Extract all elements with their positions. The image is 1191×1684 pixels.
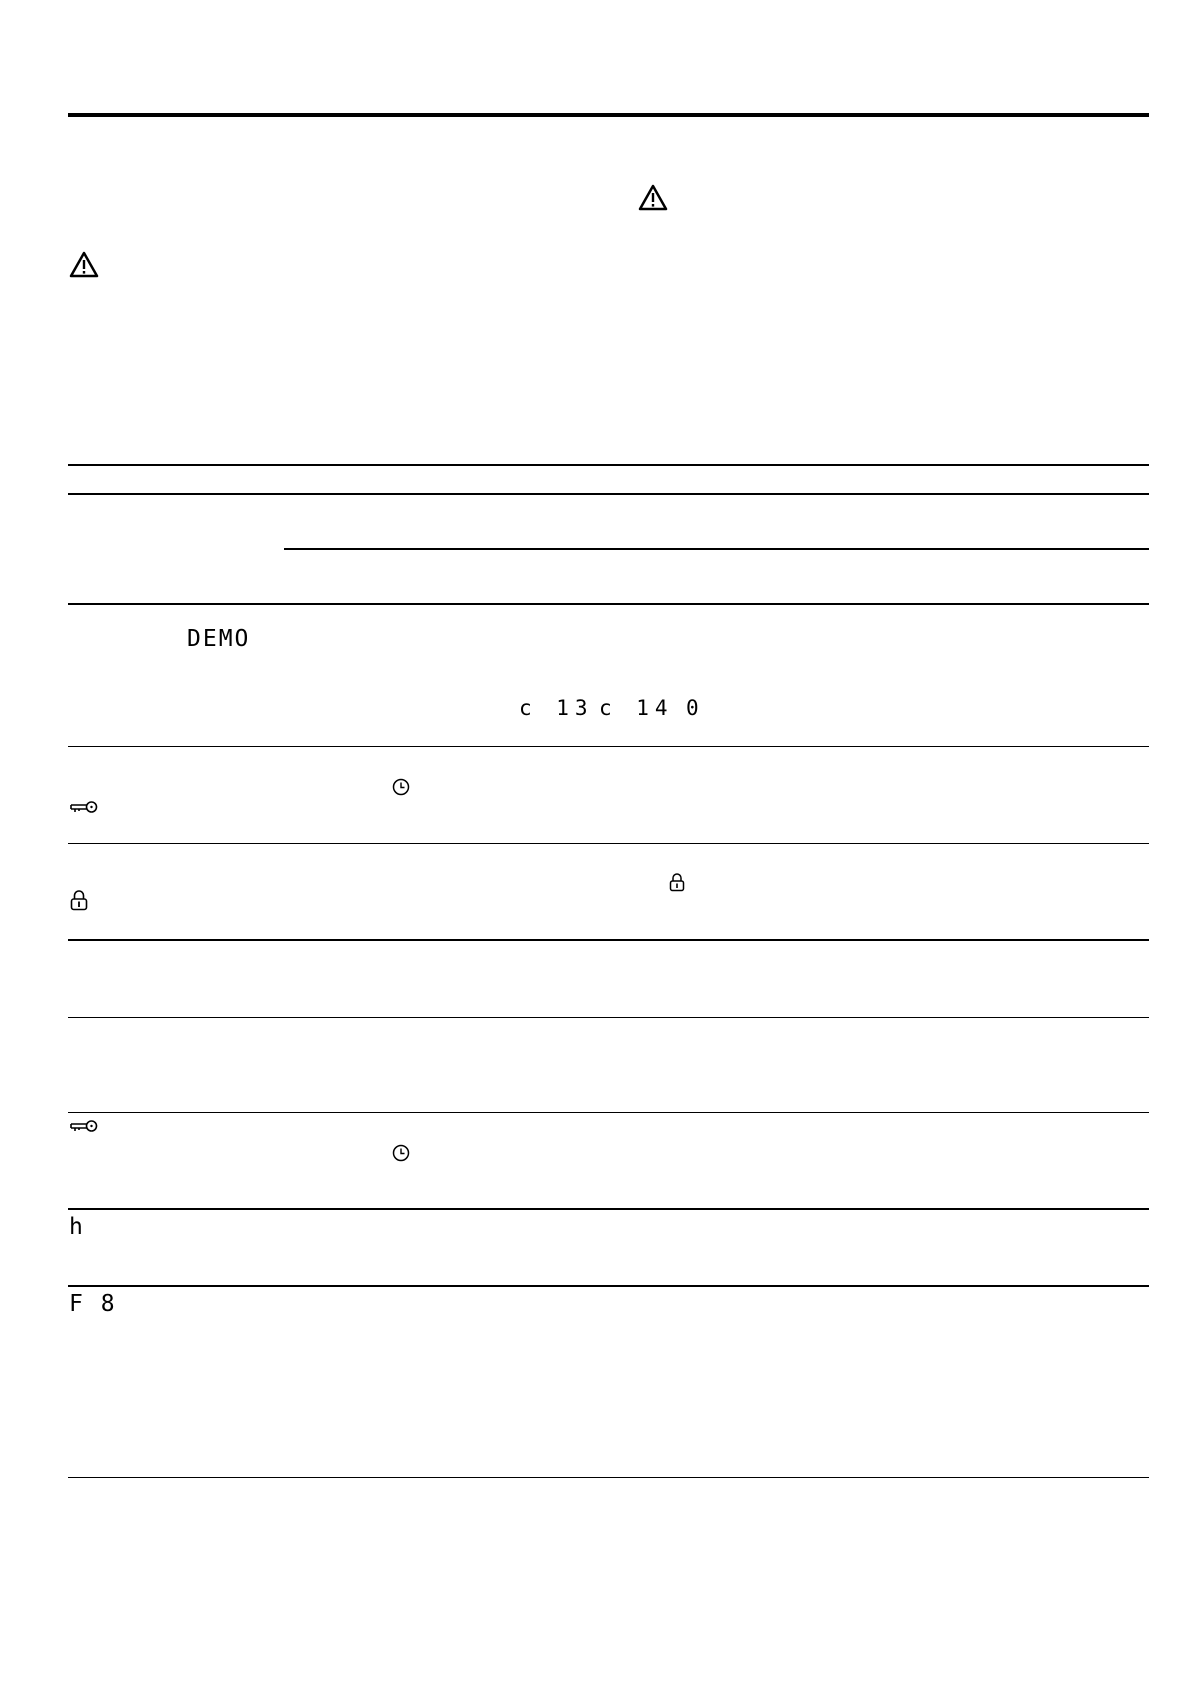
- table-rule: [68, 1285, 1149, 1287]
- table-rule: [284, 548, 1149, 550]
- h-display-code: h: [69, 1214, 85, 1240]
- header-rule: [68, 113, 1149, 117]
- table-rule: [68, 746, 1149, 747]
- key-icon: [70, 799, 98, 815]
- table-rule: [68, 843, 1149, 844]
- warning-triangle-icon: [638, 184, 668, 211]
- code-c14: c 14: [599, 696, 674, 720]
- table-rule: [68, 939, 1149, 941]
- table-rule: [68, 493, 1149, 495]
- f8-display-code: F 8: [69, 1291, 117, 1317]
- warning-triangle-icon: [69, 251, 99, 278]
- table-rule: [68, 603, 1149, 605]
- code-zero: 0: [686, 696, 705, 720]
- table-rule: [68, 1017, 1149, 1018]
- clock-icon: [392, 778, 410, 796]
- table-rule: [68, 1477, 1149, 1478]
- key-icon: [70, 1118, 98, 1134]
- lock-icon: [669, 873, 685, 892]
- demo-display-code: DEMO: [187, 626, 251, 652]
- table-rule: [68, 1208, 1149, 1210]
- lock-icon: [70, 890, 88, 911]
- clock-icon: [392, 1144, 410, 1162]
- table-rule: [68, 464, 1149, 466]
- table-rule: [68, 1112, 1149, 1113]
- code-c13: c 13: [519, 696, 594, 720]
